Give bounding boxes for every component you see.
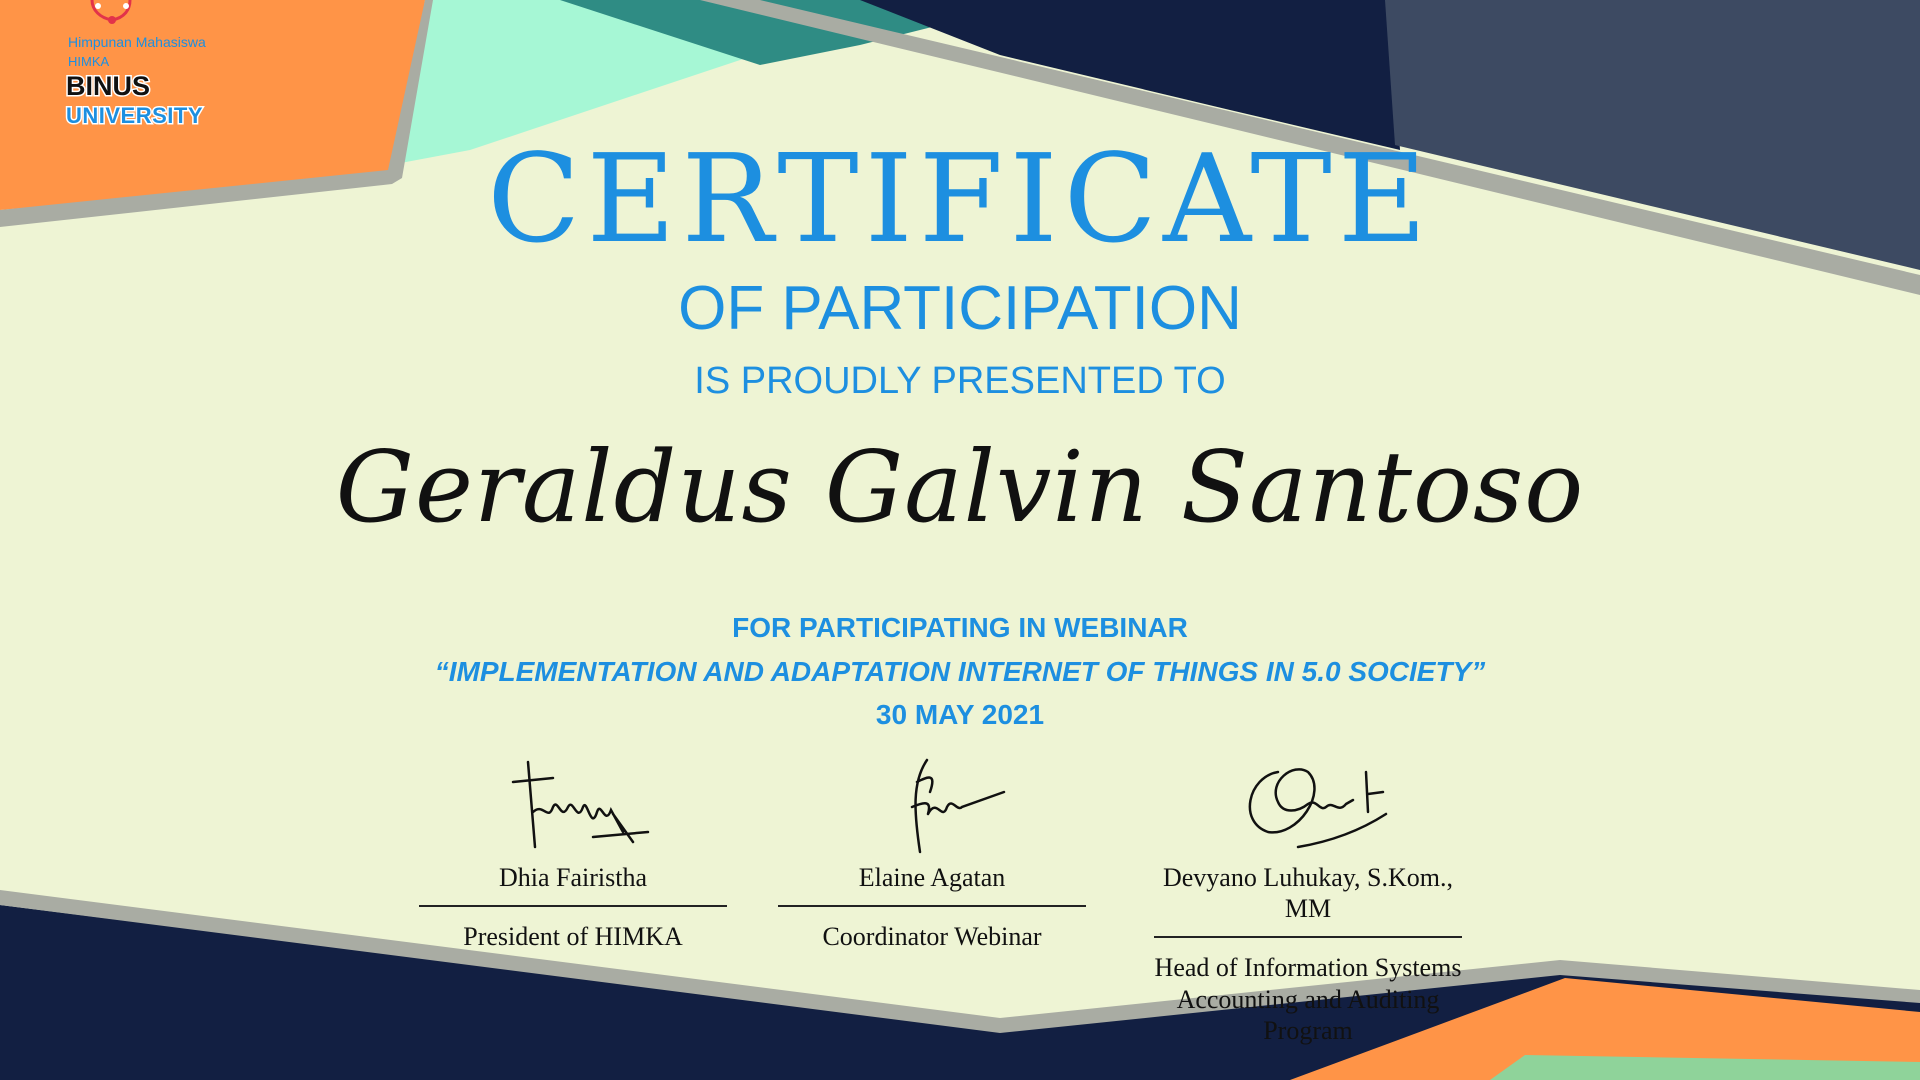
signatory-name: Devyano Luhukay, S.Kom., MM	[1162, 863, 1454, 924]
signatory-name: Dhia Fairistha	[498, 863, 648, 892]
signature-elaine	[832, 752, 1032, 862]
signatory-head-of-program	[1148, 752, 1468, 1046]
signatory-role: Head of Information Systems	[1154, 953, 1462, 983]
signatory-coordinator	[772, 752, 1092, 952]
signatory-president	[413, 752, 733, 952]
signature-rule	[419, 905, 727, 907]
signature-rule	[778, 905, 1086, 907]
webinar-title: “IMPLEMENTATION AND ADAPTATION INTERNET OF THINGS IN 5.0 SOCIETY”	[434, 656, 1486, 687]
certificate-title: CERTIFICATE	[487, 128, 1433, 270]
recipient-name: Geraldus Galvin Santoso	[335, 431, 1585, 545]
signatory-role: Coordinator Webinar	[822, 922, 1042, 952]
participation-line: FOR PARTICIPATING IN WEBINAR	[732, 612, 1188, 643]
signatory-role-continued: Accounting and Auditing Program	[1176, 984, 1440, 1045]
signature-rule	[1154, 936, 1462, 938]
organization-name: Himpunan Mahasiswa	[68, 34, 206, 50]
organization-abbreviation: HIMKA	[68, 54, 110, 69]
university-name: BINUS	[66, 71, 151, 101]
signatory-name: Elaine Agatan	[858, 863, 1006, 892]
university-label: UNIVERSITY	[66, 103, 204, 128]
signature-devyano	[1208, 752, 1408, 862]
event-date: 30 MAY 2021	[875, 699, 1045, 730]
certificate-subtitle: OF PARTICIPATION	[678, 274, 1242, 343]
signatory-role: President of HIMKA	[463, 922, 683, 952]
presented-to-line: IS PROUDLY PRESENTED TO	[694, 360, 1226, 402]
organization-logo	[66, 0, 266, 140]
signature-dhia	[473, 752, 673, 862]
